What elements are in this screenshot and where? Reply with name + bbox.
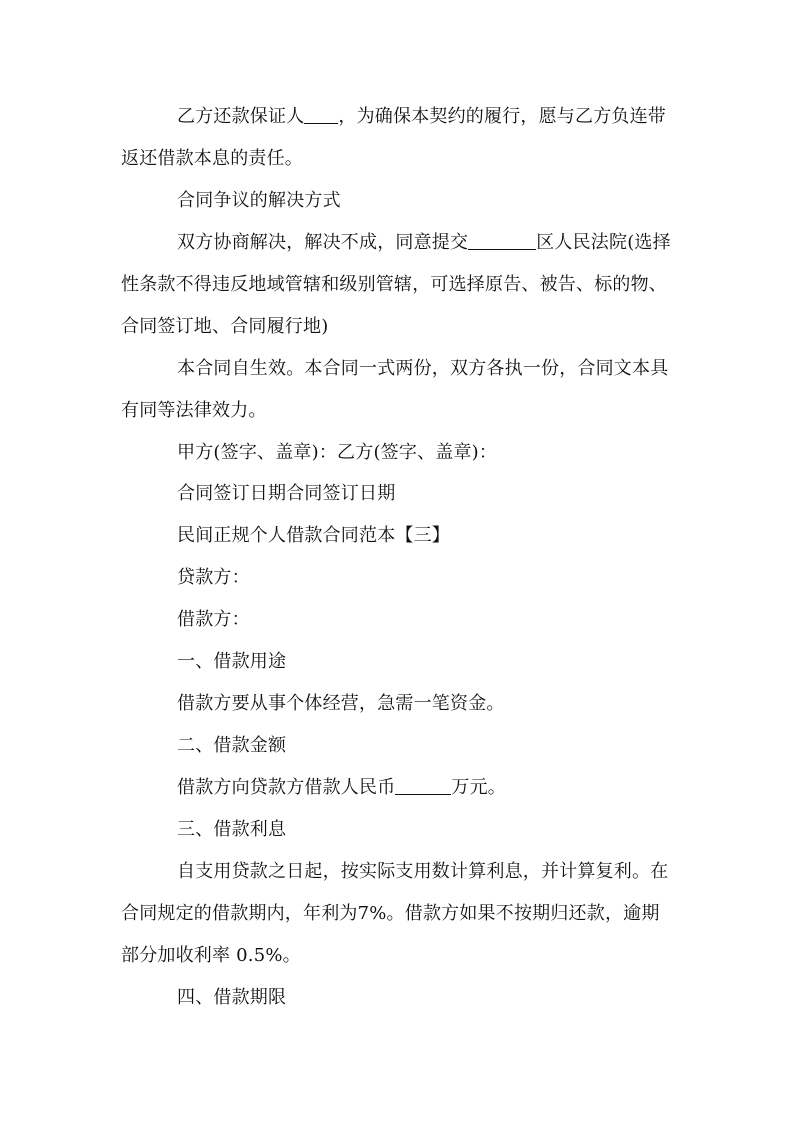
amount-heading: 二、借款金额 bbox=[177, 735, 287, 756]
interest-paragraph-line-3: 部分加收利率 0.5%。 bbox=[121, 945, 301, 966]
dispute-paragraph-line-1 bbox=[177, 231, 737, 255]
amount-text-a: 借款方向贷款方借款人民币 bbox=[177, 777, 396, 798]
amount-text-b: 万元。 bbox=[451, 777, 507, 798]
guarantor-paragraph-line-1 bbox=[177, 105, 737, 129]
guarantor-text: ，为确保本契约的履行，愿与乙方负连带 bbox=[338, 106, 667, 127]
borrower-label: 借款方： bbox=[177, 609, 250, 630]
dispute-text-b: 区人民法院(选择 bbox=[536, 232, 671, 253]
dispute-text-a: 双方协商解决，解决不成，同意提交 bbox=[177, 232, 469, 253]
court-blank bbox=[468, 231, 536, 250]
guarantor-blank bbox=[304, 105, 338, 124]
term-heading: 四、借款期限 bbox=[177, 987, 287, 1008]
signature-line: 甲方(签字、盖章)：乙方(签字、盖章)： bbox=[177, 442, 498, 463]
amount-text bbox=[177, 776, 737, 800]
dispute-paragraph-line-3: 合同签订地、合同履行地) bbox=[121, 316, 329, 337]
purpose-heading: 一、借款用途 bbox=[177, 651, 287, 672]
purpose-text: 借款方要从事个体经营，急需一笔资金。 bbox=[177, 693, 505, 714]
guarantor-label: 乙方还款保证人 bbox=[177, 106, 305, 127]
effect-paragraph-line-1: 本合同自生效。本合同一式两份，双方各执一份，合同文本具 bbox=[177, 358, 669, 379]
effect-paragraph-line-2: 有同等法律效力。 bbox=[121, 400, 267, 421]
dispute-heading: 合同争议的解决方式 bbox=[177, 190, 341, 211]
signing-date-line: 合同签订日期合同签订日期 bbox=[177, 483, 396, 504]
interest-paragraph-line-1: 自支用贷款之日起，按实际支用数计算利息，并计算复利。在 bbox=[177, 861, 669, 882]
guarantor-paragraph-line-2: 返还借款本息的责任。 bbox=[121, 148, 303, 169]
lender-label: 贷款方： bbox=[177, 567, 250, 588]
amount-blank bbox=[395, 776, 451, 795]
dispute-paragraph-line-2: 性条款不得违反地域管辖和级别管辖，可选择原告、被告、标的物、 bbox=[121, 274, 667, 295]
interest-paragraph-line-2: 合同规定的借款期内，年利为7%。借款方如果不按期归还款，逾期 bbox=[121, 903, 660, 924]
interest-heading: 三、借款利息 bbox=[177, 819, 287, 840]
section-title: 民间正规个人借款合同范本【三】 bbox=[177, 525, 450, 546]
